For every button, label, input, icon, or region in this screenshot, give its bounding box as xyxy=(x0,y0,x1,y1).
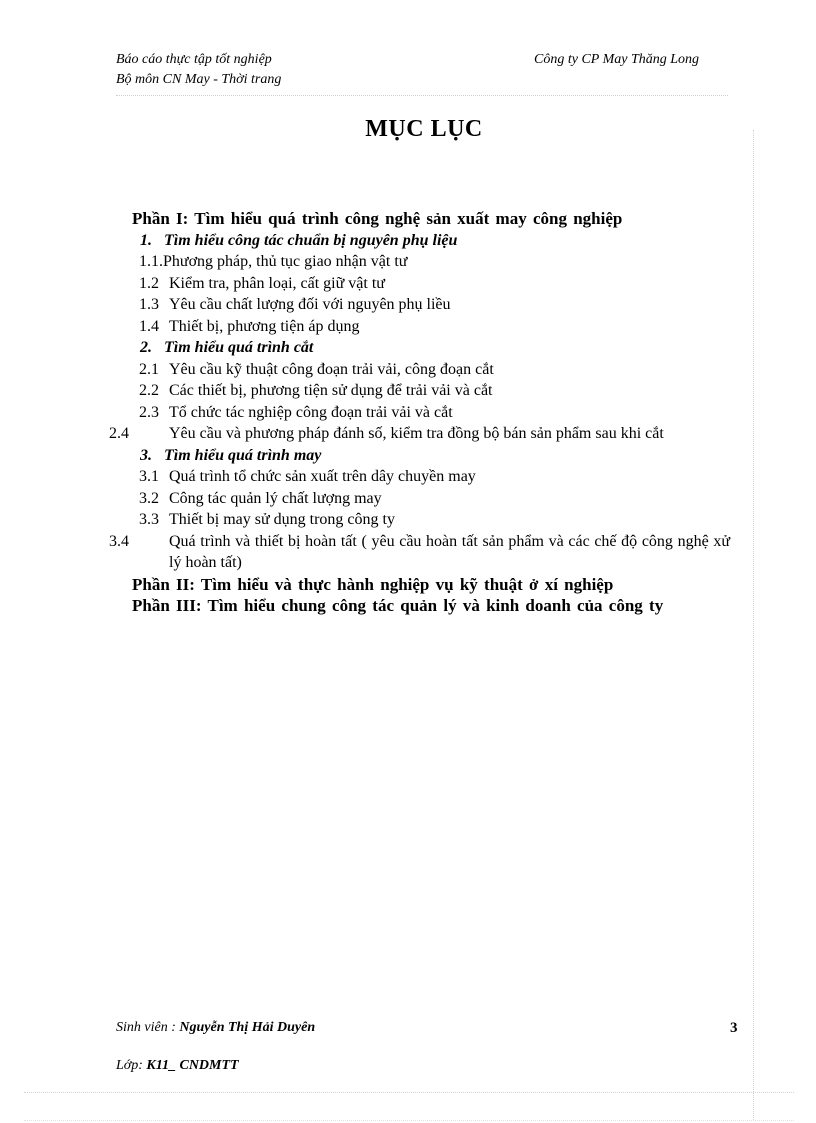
toc-item-label: Yêu cầu và phương pháp đánh số, kiểm tra đồng bộ bán sản phẩm sau khi cắt xyxy=(169,425,664,442)
student-name: Nguyễn Thị Hải Duyên xyxy=(179,1020,316,1035)
toc-item-number: 2.2 xyxy=(139,382,159,399)
toc-part-3: Phần III: Tìm hiểu chung công tác quản lý và kinh doanh của công ty xyxy=(132,596,664,615)
footer-student xyxy=(116,1020,315,1036)
toc-item-1-2 xyxy=(132,273,730,295)
toc-item-number: 2.1 xyxy=(139,360,159,378)
footer-class xyxy=(116,1058,239,1074)
toc-item-1-1: 1.1.Phương pháp, thủ tục giao nhận vật tư xyxy=(139,253,408,270)
toc-section-3 xyxy=(132,445,730,467)
toc-part-1: Phần I: Tìm hiểu quá trình công nghệ sản xuất may công nghiệp xyxy=(132,209,623,228)
toc-item-label: Thiết bị may sử dụng trong công ty xyxy=(169,511,395,528)
header-divider xyxy=(116,95,728,96)
toc-section-2 xyxy=(132,337,730,359)
toc-item-2-4 xyxy=(109,423,730,445)
toc-item-label: Quá trình tổ chức sản xuất trên dây chuyền may xyxy=(169,468,476,485)
toc-section-1 xyxy=(132,230,730,252)
toc-item-label: Công tác quản lý chất lượng may xyxy=(169,489,382,507)
toc-item-label: Thiết bị, phương tiện áp dụng xyxy=(169,317,360,335)
toc-section-label: Tìm hiểu quá trình cắt xyxy=(164,339,314,356)
toc-item-3-4 xyxy=(109,531,730,574)
department-name: Bộ môn CN May - Thời trang xyxy=(116,72,282,87)
class-name: K11_ CNDMTT xyxy=(146,1058,239,1073)
toc-item-1-4 xyxy=(132,316,730,338)
page-frame-bottom xyxy=(24,1092,794,1093)
toc-item-number: 1.4 xyxy=(139,317,159,335)
page-title: MỤC LỤC xyxy=(365,116,483,142)
toc-item-number: 1.2 xyxy=(139,274,159,292)
toc-item-number: 2.4 xyxy=(109,425,129,442)
toc-item-number: 1.3 xyxy=(139,296,159,313)
page-frame-right xyxy=(753,130,754,1120)
toc-item-number: 3.1 xyxy=(139,468,159,485)
toc-item-2-2 xyxy=(132,380,730,402)
company-name: Công ty CP May Thăng Long xyxy=(534,52,700,67)
report-title: Báo cáo thực tập tốt nghiệp xyxy=(116,52,272,67)
toc-item-label: Tổ chức tác nghiệp công đoạn trải vải và cắt xyxy=(169,403,453,421)
toc-item-label: Quá trình và thiết bị hoàn tất ( yêu cầu hoàn tất sản phẩm và các chế độ công nghệ xử lý hoàn tất) xyxy=(169,532,730,571)
table-of-contents xyxy=(109,208,730,617)
header-left xyxy=(116,50,281,90)
toc-item-number: 3.2 xyxy=(139,489,159,507)
toc-item-3-3 xyxy=(132,509,730,531)
toc-section-number: 2. xyxy=(140,339,152,356)
toc-item-label: Yêu cầu chất lượng đối với nguyên phụ liều xyxy=(169,296,451,313)
student-label: Sinh viên : xyxy=(116,1020,180,1035)
toc-item-label: Các thiết bị, phương tiện sử dụng để trải vải và cắt xyxy=(169,382,493,399)
class-label: Lớp: xyxy=(116,1058,147,1073)
toc-item-number: 3.4 xyxy=(109,532,129,550)
toc-section-number: 1. xyxy=(140,231,152,249)
toc-item-3-2 xyxy=(132,488,730,510)
toc-section-label: Tìm hiểu quá trình may xyxy=(164,446,322,464)
page-frame-edge xyxy=(24,1120,794,1121)
page-number: 3 xyxy=(730,1020,738,1036)
toc-item-1-3 xyxy=(132,294,730,316)
toc-item-number: 2.3 xyxy=(139,403,159,421)
toc-item-3-1 xyxy=(132,466,730,488)
toc-item-number: 3.3 xyxy=(139,511,159,528)
toc-section-label: Tìm hiểu công tác chuẩn bị nguyên phụ liệu xyxy=(164,231,458,249)
toc-part-2: Phần II: Tìm hiểu và thực hành nghiệp vụ kỹ thuật ở xí nghiệp xyxy=(132,574,614,594)
toc-item-2-3 xyxy=(132,402,730,424)
toc-item-2-1 xyxy=(132,359,730,381)
toc-item-label: Yêu cầu kỹ thuật công đoạn trải vải, công đoạn cắt xyxy=(169,360,494,378)
toc-item-label: Kiểm tra, phân loại, cất giữ vật tư xyxy=(169,274,385,292)
toc-section-number: 3. xyxy=(140,446,152,464)
